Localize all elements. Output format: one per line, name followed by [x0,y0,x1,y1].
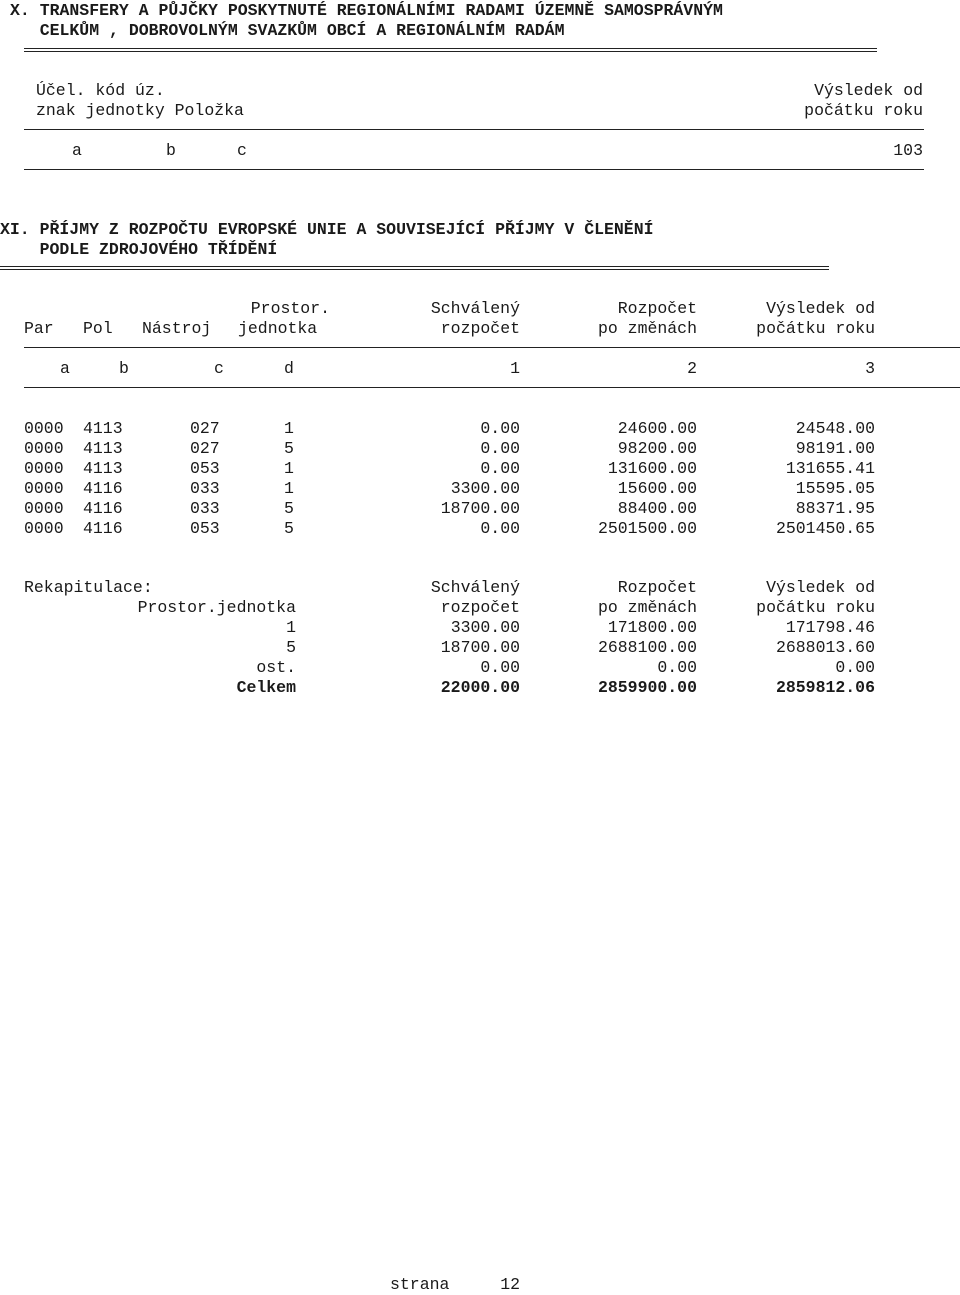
cell-par: 0000 [24,419,64,438]
col-header-jednotka: jednotka [238,319,318,338]
col-header-par: Par [24,319,54,338]
recap-cell-schvaleny: 0.00 [480,658,520,677]
col-code-1: 1 [510,359,520,378]
cell-rozpocet: 88400.00 [617,499,697,518]
section-x-header-left-1: Účel. kód úz. [36,81,165,100]
cell-par: 0000 [24,499,64,518]
section-xi-title-line1: XI. PŘÍJMY Z ROZPOČTU EVROPSKÉ UNIE A SOUVISEJÍCÍ PŘÍJMY V ČLENĚNÍ [0,220,654,239]
col-header-schvaleny-1: Schválený [430,299,520,318]
recap-header-vysledek-2: počátku roku [756,598,875,617]
section-x-title-line1: X. TRANSFERY A PŮJČKY POSKYTNUTÉ REGIONÁLNÍMI RADAMI ÚZEMNĚ SAMOSPRÁVNÝM [10,1,723,20]
cell-jednotka: 5 [284,439,294,458]
cell-rozpocet: 2501500.00 [597,519,697,538]
cell-par: 0000 [24,459,64,478]
cell-pol: 4113 [83,419,123,438]
section-xi-title-underline [0,266,829,270]
cell-par: 0000 [24,439,64,458]
cell-nastroj: 033 [190,499,220,518]
cell-pol: 4116 [83,519,123,538]
recap-cell-unit: 5 [286,638,296,657]
col-header-nastroj: Nástroj [142,319,212,338]
footer-page-label: strana [390,1275,450,1294]
cell-pol: 4113 [83,459,123,478]
recap-total-schvaleny: 22000.00 [440,678,520,697]
cell-rozpocet: 131600.00 [607,459,697,478]
cell-rozpocet: 98200.00 [617,439,697,458]
cell-jednotka: 1 [284,459,294,478]
section-x-col-a: a [72,141,82,160]
recap-header-rozpocet-2: po změnách [597,598,697,617]
recap-cell-rozpocet: 0.00 [657,658,697,677]
cell-schvaleny: 0.00 [480,439,520,458]
recap-total-vysledek: 2859812.06 [775,678,875,697]
section-xi-code-rule [24,387,960,388]
recap-cell-rozpocet: 171800.00 [607,618,697,637]
cell-nastroj: 053 [190,459,220,478]
recap-cell-schvaleny: 3300.00 [450,618,520,637]
cell-pol: 4116 [83,479,123,498]
recap-cell-unit: 1 [286,618,296,637]
cell-schvaleny: 3300.00 [450,479,520,498]
col-header-schvaleny-2: rozpočet [440,319,520,338]
cell-jednotka: 5 [284,499,294,518]
cell-par: 0000 [24,479,64,498]
recap-total-label: Celkem [236,678,296,697]
col-header-prostor: Prostor. [250,299,330,318]
section-x-title-underline [24,48,877,52]
cell-vysledek: 98191.00 [795,439,875,458]
col-header-vysledek-2: počátku roku [756,319,875,338]
cell-pol: 4113 [83,439,123,458]
recap-sublabel: Prostor.jednotka [137,598,296,617]
cell-jednotka: 1 [284,479,294,498]
cell-vysledek: 24548.00 [795,419,875,438]
recap-cell-rozpocet: 2688100.00 [597,638,697,657]
recap-label: Rekapitulace: [24,578,153,597]
recap-header-vysledek-1: Výsledek od [766,578,875,597]
footer-page-number: 12 [500,1275,520,1294]
cell-nastroj: 033 [190,479,220,498]
col-code-2: 2 [687,359,697,378]
col-code-a: a [60,359,70,378]
section-x-header-right-2: počátku roku [804,101,923,120]
section-xi-title-line2: PODLE ZDROJOVÉHO TŘÍDĚNÍ [0,240,278,259]
cell-vysledek: 88371.95 [795,499,875,518]
section-x-title-line2: CELKŮM , DOBROVOLNÝM SVAZKŮM OBCÍ A REGIONÁLNÍM RADÁM [10,21,565,40]
cell-vysledek: 131655.41 [785,459,875,478]
cell-jednotka: 5 [284,519,294,538]
recap-cell-vysledek: 171798.46 [785,618,875,637]
recap-total-rozpocet: 2859900.00 [597,678,697,697]
col-header-vysledek-1: Výsledek od [766,299,875,318]
recap-cell-vysledek: 2688013.60 [775,638,875,657]
cell-jednotka: 1 [284,419,294,438]
cell-rozpocet: 15600.00 [617,479,697,498]
recap-cell-unit: ost. [256,658,296,677]
recap-header-schvaleny-2: rozpočet [440,598,520,617]
section-x-bottom-rule [24,169,924,170]
col-code-d: d [284,359,294,378]
cell-pol: 4116 [83,499,123,518]
cell-schvaleny: 0.00 [480,459,520,478]
cell-nastroj: 027 [190,439,220,458]
section-x-col-b: b [166,141,176,160]
col-header-rozpocet-2: po změnách [597,319,697,338]
section-xi-header-rule [24,347,960,348]
cell-schvaleny: 0.00 [480,519,520,538]
col-code-b: b [119,359,129,378]
col-header-rozpocet-1: Rozpočet [617,299,697,318]
col-code-c: c [214,359,224,378]
cell-rozpocet: 24600.00 [617,419,697,438]
cell-par: 0000 [24,519,64,538]
section-x-header-rule [24,129,924,130]
section-x-col-num: 103 [893,141,923,160]
cell-nastroj: 027 [190,419,220,438]
recap-cell-schvaleny: 18700.00 [440,638,520,657]
recap-cell-vysledek: 0.00 [835,658,875,677]
cell-vysledek: 2501450.65 [775,519,875,538]
recap-header-schvaleny-1: Schválený [430,578,520,597]
recap-header-rozpocet-1: Rozpočet [617,578,697,597]
section-x-header-left-2: znak jednotky Položka [36,101,244,120]
cell-vysledek: 15595.05 [795,479,875,498]
cell-schvaleny: 0.00 [480,419,520,438]
col-header-pol: Pol [83,319,113,338]
col-code-3: 3 [865,359,875,378]
section-x-header-right-1: Výsledek od [814,81,923,100]
cell-schvaleny: 18700.00 [440,499,520,518]
cell-nastroj: 053 [190,519,220,538]
section-x-col-c: c [237,141,247,160]
